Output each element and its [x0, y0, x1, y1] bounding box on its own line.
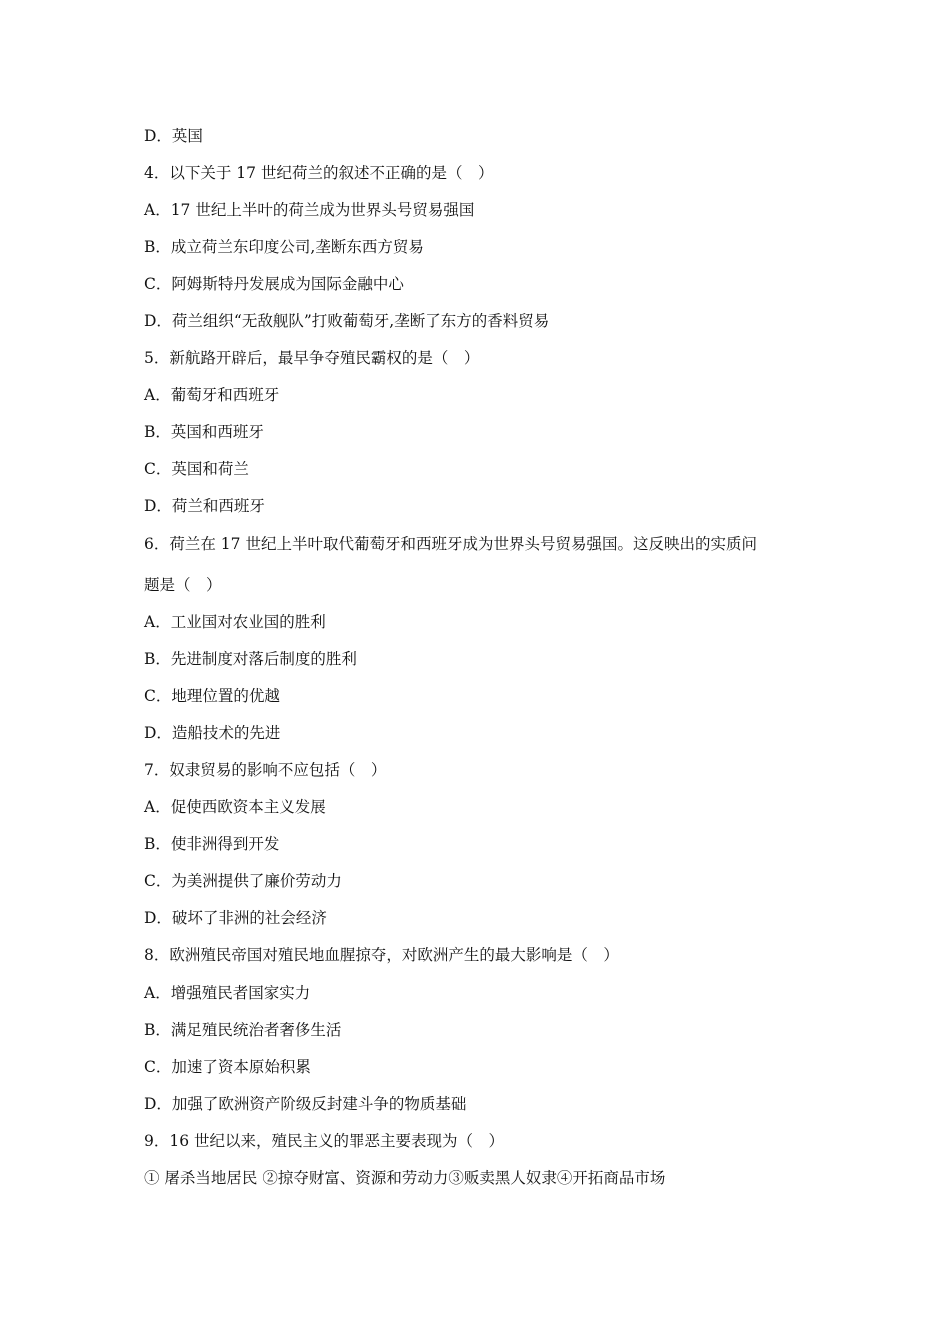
option-5d: D．荷兰和西班牙	[144, 497, 265, 515]
option-8b: B．满足殖民统治者奢侈生活	[144, 1021, 342, 1039]
question-6-line-1: 6．荷兰在 17 世纪上半叶取代葡萄牙和西班牙成为世界头号贸易强国。这反映出的实质问	[144, 535, 757, 553]
question-5: 5．新航路开辟后，最早争夺殖民霸权的是（ ）	[144, 349, 480, 367]
option-4a: A．17 世纪上半叶的荷兰成为世界头号贸易强国	[144, 201, 475, 219]
option-6c: C．地理位置的优越	[144, 687, 280, 705]
question-9: 9．16 世纪以来，殖民主义的罪恶主要表现为（ ）	[144, 1132, 505, 1150]
option-7a: A．促使西欧资本主义发展	[144, 798, 326, 816]
option-7b: B．使非洲得到开发	[144, 835, 280, 853]
option-7c: C．为美洲提供了廉价劳动力	[144, 872, 342, 890]
option-4c: C．阿姆斯特丹发展成为国际金融中心	[144, 275, 404, 293]
option-6d: D．造船技术的先进	[144, 724, 281, 742]
question-6-line-2: 题是（ ）	[144, 576, 222, 594]
option-3d: D．英国	[144, 127, 203, 145]
question-9-items: ① 屠杀当地居民 ②掠夺财富、资源和劳动力③贩卖黑人奴隶④开拓商品市场	[144, 1169, 666, 1187]
option-4b: B．成立荷兰东印度公司,垄断东西方贸易	[144, 238, 424, 256]
option-6b: B．先进制度对落后制度的胜利	[144, 650, 357, 668]
option-8d: D．加强了欧洲资产阶级反封建斗争的物质基础	[144, 1095, 467, 1113]
option-5a: A．葡萄牙和西班牙	[144, 386, 280, 404]
option-7d: D．破坏了非洲的社会经济	[144, 909, 327, 927]
option-8a: A．增强殖民者国家实力	[144, 984, 311, 1002]
option-5b: B．英国和西班牙	[144, 423, 264, 441]
option-8c: C．加速了资本原始积累	[144, 1058, 311, 1076]
option-4d: D．荷兰组织“无敌舰队”打败葡萄牙,垄断了东方的香料贸易	[144, 312, 550, 330]
question-7: 7．奴隶贸易的影响不应包括（ ）	[144, 761, 387, 779]
question-8: 8．欧洲殖民帝国对殖民地血腥掠夺，对欧洲产生的最大影响是（ ）	[144, 946, 619, 964]
question-4: 4．以下关于 17 世纪荷兰的叙述不正确的是（ ）	[144, 164, 494, 182]
option-5c: C．英国和荷兰	[144, 460, 249, 478]
option-6a: A．工业国对农业国的胜利	[144, 613, 326, 631]
